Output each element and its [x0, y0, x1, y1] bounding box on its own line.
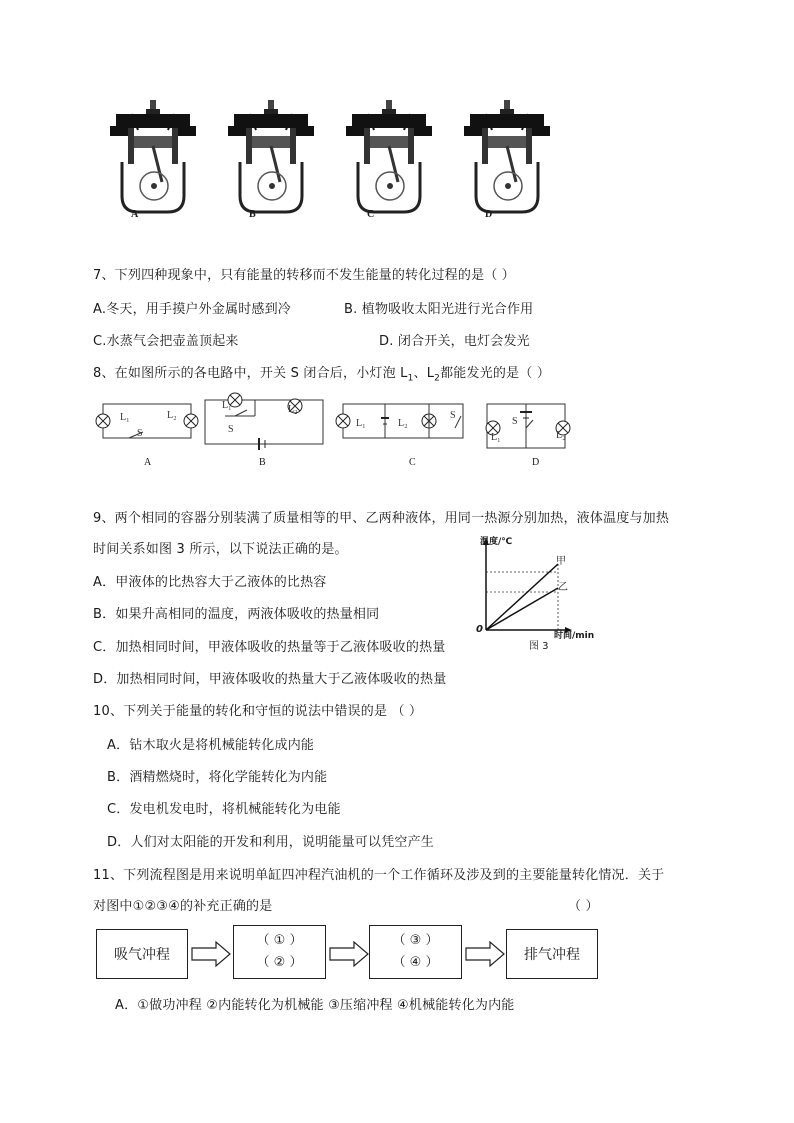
q10-option-a: A．钻木取火是将机械能转化成内能 — [107, 738, 315, 753]
q8-stem: 8、在如图所示的各电路中，开关 S 闭合后，小灯泡 $L_1$、$L_2$都能发光的是（ ） — [93, 366, 551, 384]
circuit-label-b: B — [259, 457, 266, 468]
q9-option-a: A．甲液体的比热容大于乙液体的比热容 — [93, 575, 327, 590]
q9-stem-line1: 9、两个相同的容器分别装满了质量相等的甲、乙两种液体，用同一热源分别加热，液体温度与加热 — [93, 511, 670, 526]
flow-slot-4: （ ④ ） — [392, 955, 439, 970]
circuit-a-s: S — [137, 428, 143, 439]
q10-option-c: C．发电机发电时，将机械能转化为电能 — [107, 802, 341, 817]
q9-chart — [472, 534, 612, 652]
q11-stem-line1: 11、下列流程图是用来说明单缸四冲程汽油机的一个工作循环及涉及到的主要能量转化情况．关于 — [93, 868, 665, 883]
circuit-c-s: S — [450, 410, 456, 421]
flow-exhaust-box: 排气冲程 — [506, 929, 598, 979]
q7-option-c: C.水蒸气会把壶盖顶起来 — [93, 334, 239, 349]
q7-option-d: D. 闭合开关，电灯会发光 — [379, 334, 530, 349]
q7-stem: 7、下列四种现象中，只有能量的转移而不发生能量的转化过程的是（ ） — [93, 268, 516, 283]
q10-option-d: D．人们对太阳能的开发和利用，说明能量可以凭空产生 — [107, 835, 435, 850]
flow-box-2 — [233, 925, 326, 979]
circuit-c-l2: L₂ — [398, 418, 408, 429]
circuit-a-l2: L₂ — [167, 410, 177, 421]
series-jia-line — [486, 564, 558, 630]
circuit-b-l1: L₁ — [222, 400, 232, 411]
circuit-d-l1: L₁ — [491, 432, 501, 443]
flow-slot-3: （ ③ ） — [392, 933, 439, 948]
engine-label-a: A — [131, 209, 139, 220]
flow-box-3 — [369, 925, 462, 979]
series-yi-line — [486, 588, 558, 630]
flow-intake-box: 吸气冲程 — [96, 929, 188, 979]
q7-option-b: B. 植物吸收太阳光进行光合作用 — [344, 302, 534, 317]
engine-figures — [100, 98, 560, 223]
q9-option-d: D．加热相同时间，甲液体吸收的热量大于乙液体吸收的热量 — [93, 672, 447, 687]
circuit-c-l1: L₁ — [356, 418, 366, 429]
chart-caption: 图 3 — [529, 641, 549, 652]
q11-stem-line2: 对图中①②③④的补充正确的是 — [93, 899, 273, 914]
circuit-a-l1: L₁ — [120, 412, 130, 423]
circuit-b-l2: L₂ — [288, 404, 298, 415]
series-yi-label: 乙 — [558, 582, 568, 593]
circuit-label-c: C — [409, 457, 416, 468]
q9-option-b: B．如果升高相同的温度，两液体吸收的热量相同 — [93, 607, 380, 622]
flow-arrow-3 — [462, 940, 506, 968]
q10-option-b: B．酒精燃烧时，将化学能转化为内能 — [107, 770, 328, 785]
engine-label-b: B — [249, 209, 256, 220]
q7-option-a: A.冬天，用手摸户外金属时感到冷 — [93, 302, 291, 317]
q11-option-a: A．①做功冲程 ②内能转化为机械能 ③压缩冲程 ④机械能转化为内能 — [115, 998, 515, 1013]
flow-arrow-2 — [326, 940, 370, 968]
q11-answer-bracket: （ ） — [568, 899, 599, 914]
flow-arrow-1 — [188, 940, 232, 968]
circuit-d-s: S — [512, 416, 518, 427]
flow-slot-1: （ ① ） — [256, 933, 303, 948]
engine-label-c: C — [367, 209, 375, 220]
q10-stem: 10、下列关于能量的转化和守恒的说法中错误的是 （ ） — [93, 704, 423, 719]
series-jia-label: 甲 — [556, 556, 566, 567]
circuit-d-l2: L₂ — [556, 430, 566, 441]
chart-origin: 0 — [476, 624, 483, 635]
chart-xlabel: 时间/min — [554, 631, 595, 641]
flow-slot-2: （ ② ） — [256, 955, 303, 970]
q9-option-c: C．加热相同时间，甲液体吸收的热量等于乙液体吸收的热量 — [93, 640, 446, 655]
q9-stem-line2: 时间关系如图 3 所示，以下说法正确的是。 — [93, 542, 348, 557]
circuit-b-s: S — [228, 424, 234, 435]
engine-stroke-diagrams — [100, 98, 560, 223]
chart-ylabel: 温度/℃ — [480, 537, 513, 547]
circuit-label-d: D — [532, 457, 540, 468]
engine-label-d: D — [485, 209, 493, 220]
circuit-label-a: A — [144, 457, 152, 468]
